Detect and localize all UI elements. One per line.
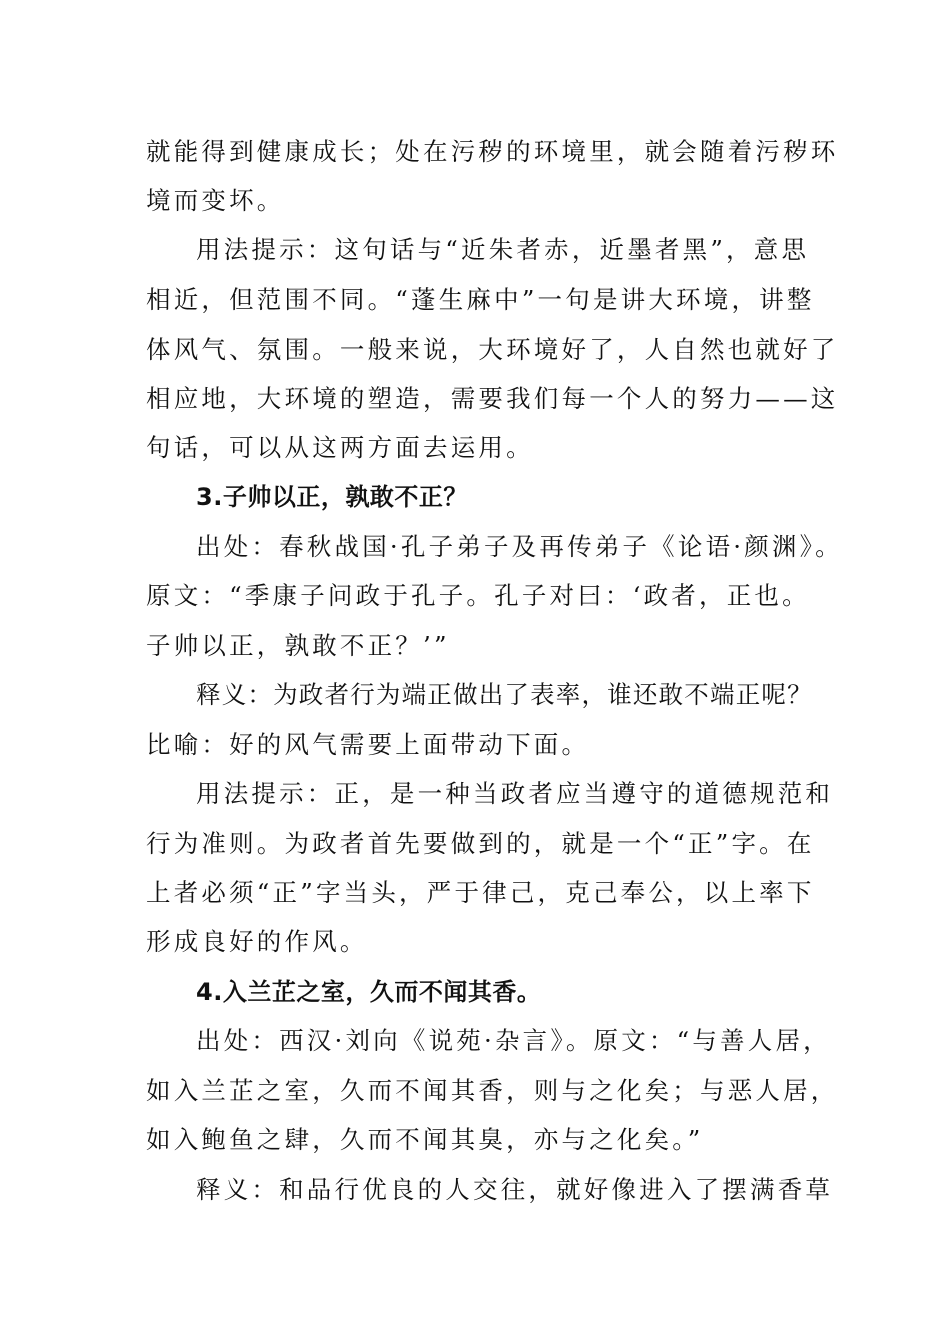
- body-text-line: 境而变坏。: [146, 186, 285, 215]
- body-text-line: 如入兰芷之室，久而不闻其香，则与之化矣；与恶人居，: [146, 1076, 839, 1105]
- body-text-line: 相近，但范围不同。“蓬生麻中”一句是讲大环境，讲整: [146, 285, 815, 314]
- body-text-line: 体风气、氛围。一般来说，大环境好了，人自然也就好了: [146, 335, 839, 364]
- body-text-line: 原文：“季康子问政于孔子。孔子对曰：‘政者，正也。: [146, 581, 810, 610]
- source-paragraph: 出处：西汉·刘向《说苑·杂言》。原文：“与善人居，: [196, 1026, 831, 1055]
- body-text-line: 如入鲍鱼之肆，久而不闻其臭，亦与之化矣。”: [146, 1125, 704, 1154]
- body-text-line: 相应地，大环境的塑造，需要我们每一个人的努力——这: [146, 384, 839, 413]
- source-paragraph: 出处：春秋战国·孔子弟子及再传弟子《论语·颜渊》。: [196, 532, 843, 561]
- body-text-line: 子帅以正，孰敢不正？’”: [146, 631, 450, 660]
- body-text-line: 句话，可以从这两方面去运用。: [146, 433, 534, 462]
- usage-tip-paragraph: 用法提示：正，是一种当政者应当遵守的道德规范和: [196, 779, 834, 808]
- meaning-paragraph: 释义：为政者行为端正做出了表率，谁还敢不端正呢？: [196, 680, 813, 709]
- usage-tip-paragraph: 用法提示：这句话与“近朱者赤，近墨者黑”，意思: [196, 235, 810, 264]
- body-text-line: 行为准则。为政者首先要做到的，就是一个“正”字。在: [146, 829, 815, 858]
- meaning-paragraph: 释义：和品行优良的人交往，就好像进入了摆满香草: [196, 1175, 834, 1204]
- section-heading-3: 3.子帅以正，孰敢不正？: [196, 483, 468, 511]
- body-text-line: 比喻：好的风气需要上面带动下面。: [146, 730, 590, 759]
- body-text-line: 形成良好的作风。: [146, 927, 368, 956]
- body-text-line: 就能得到健康成长；处在污秽的环境里，就会随着污秽环: [146, 137, 839, 166]
- body-text-line: 上者必须“正”字当头，严于律己，克己奉公，以上率下: [146, 878, 815, 907]
- section-heading-4: 4.入兰芷之室，久而不闻其香。: [196, 978, 542, 1006]
